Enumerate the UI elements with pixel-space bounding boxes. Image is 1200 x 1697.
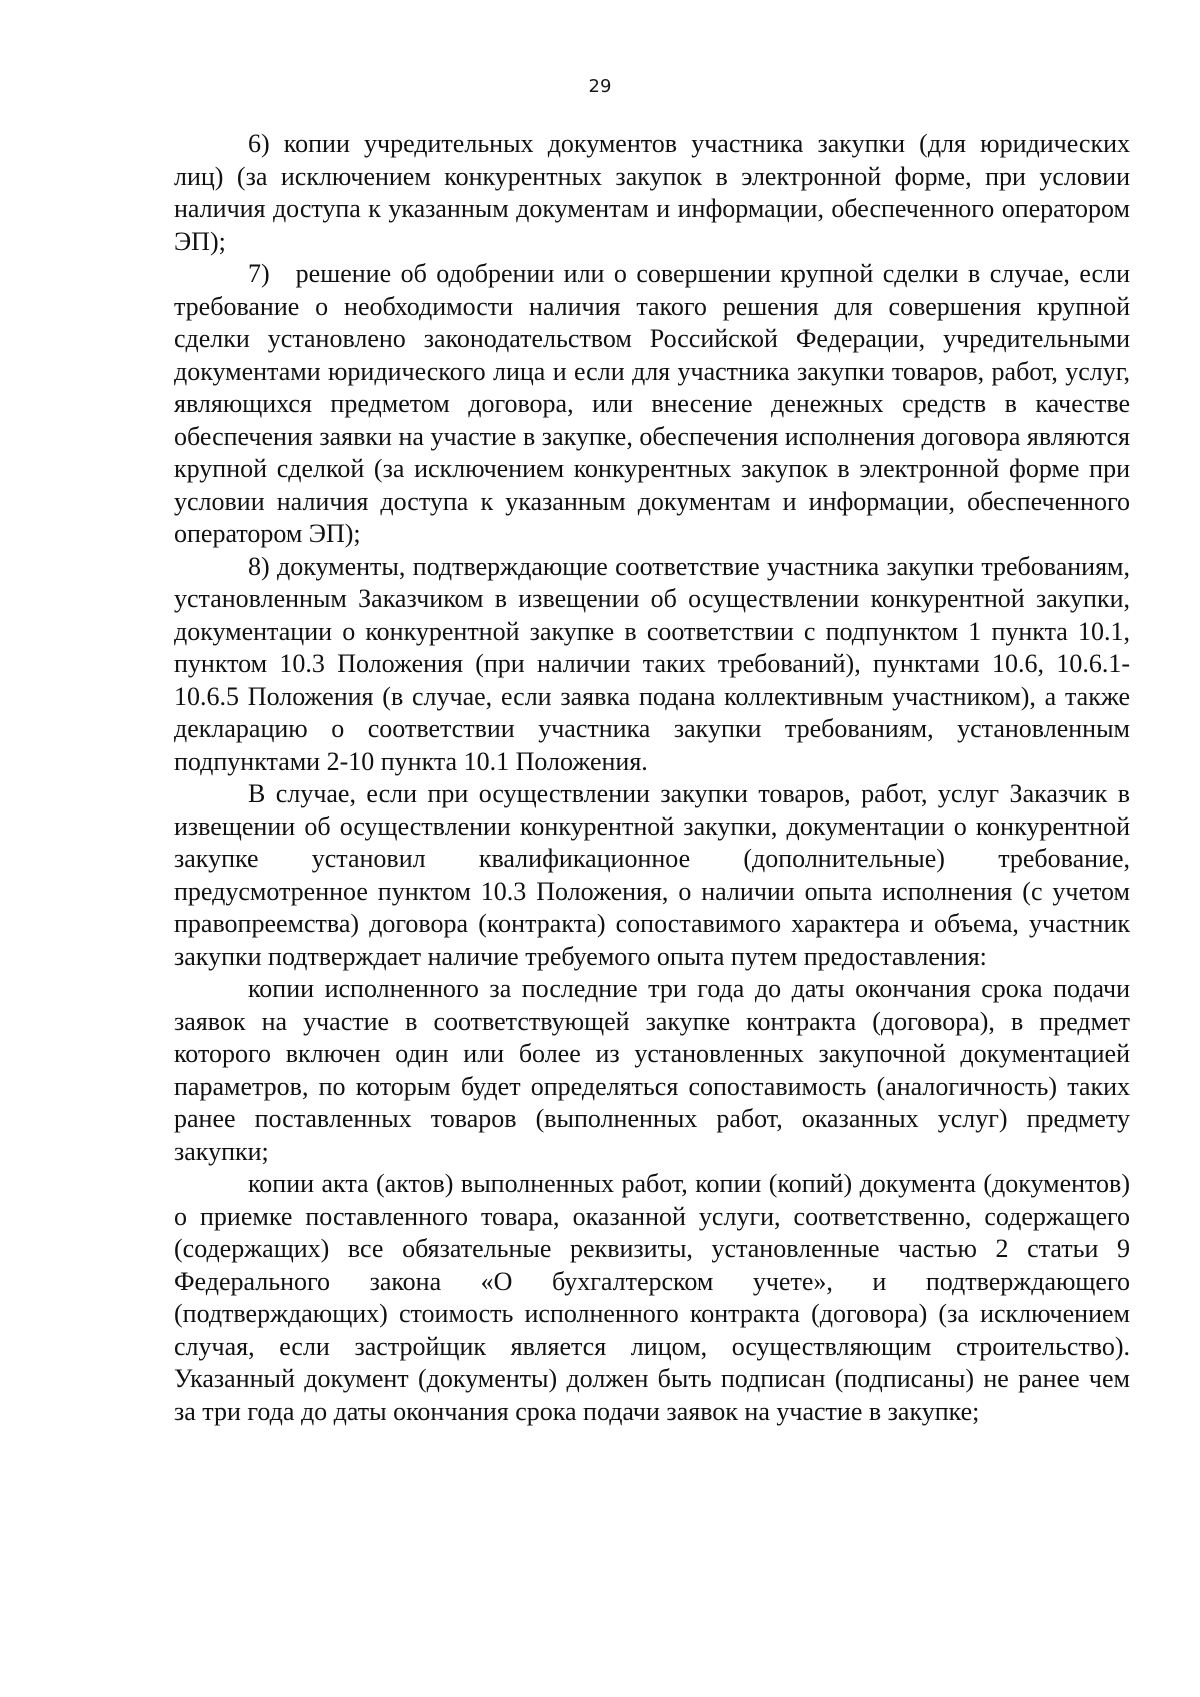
- paragraph-item-8: 8) документы, подтверждающие соответствие участника закупки требованиям, установленным Заказчиком в извещении об осуществлении конкурентной закупки, документации о конкурентной закупке в соответствии с подпунктом 1 пункта 10.1, пунктом 10.3 Положения (при наличии таких требований), пунктами 10.6, 10.6.1-10.6.5 Положения (в случае, если заявка подана коллективным участником), а также декларацию о соответствии участника закупки требованиям, установленным подпунктами 2-10 пункта 10.1 Положения.: [174, 551, 1130, 776]
- paragraph-act-copies: копии акта (актов) выполненных работ, копии (копий) документа (документов) о приемке поставленного товара, оказанной услуги, соответственно, содержащего (содержащих) все обязательные реквизиты, установленные частью 2 статьи 9 Федерального закона «О бухгалтерском учете», и подтверждающего (подтверждающих) стоимость исполненного контракта (договора) (за исключением случая, если застройщик является лицом, осуществляющим строительство). Указанный документ (документы) должен быть подписан (подписаны) не ранее чем за три года до даты окончания срока подачи заявок на участие в закупке;: [174, 1169, 1130, 1426]
- page-number: 29: [588, 76, 612, 97]
- paragraph-experience-requirement: В случае, если при осуществлении закупки товаров, работ, услуг Заказчик в извещении об осуществлении конкурентной закупки, документации о конкурентной закупке установил квалификационное (дополнительные) требование, предусмотренное пунктом 10.3 Положения, о наличии опыта исполнения (с учетом правопреемства) договора (контракта) сопоставимого характера и объема, участник закупки подтверждает наличие требуемого опыта путем предоставления:: [174, 779, 1130, 971]
- document-body: [174, 128, 1130, 1428]
- paragraph-item-6: 6) копии учредительных документов участника закупки (для юридических лиц) (за исключением конкурентных закупок в электронной форме, при условии наличия доступа к указанным документам и информации, обеспеченного оператором ЭП);: [174, 129, 1130, 256]
- paragraph-item-7: 7) решение об одобрении или о совершении крупной сделки в случае, если требование о необходимости наличия такого решения для совершения крупной сделки установлено законодательством Российской Федерации, учредительными документами юридического лица и если для участника закупки товаров, работ, услуг, являющихся предметом договора, или внесение денежных средств в качестве обеспечения заявки на участие в закупке, обеспечения исполнения договора являются крупной сделкой (за исключением конкурентных закупок в электронной форме при условии наличия доступа к указанным документам и информации, обеспеченного оператором ЭП);: [174, 259, 1130, 548]
- paragraph-contract-copies: копии исполненного за последние три года до даты окончания срока подачи заявок на участие в соответствующей закупке контракта (договора), в предмет которого включен один или более из установленных закупочной документацией параметров, по которым будет определяться сопоставимость (аналогичность) таких ранее поставленных товаров (выполненных работ, оказанных услуг) предмету закупки;: [174, 974, 1130, 1166]
